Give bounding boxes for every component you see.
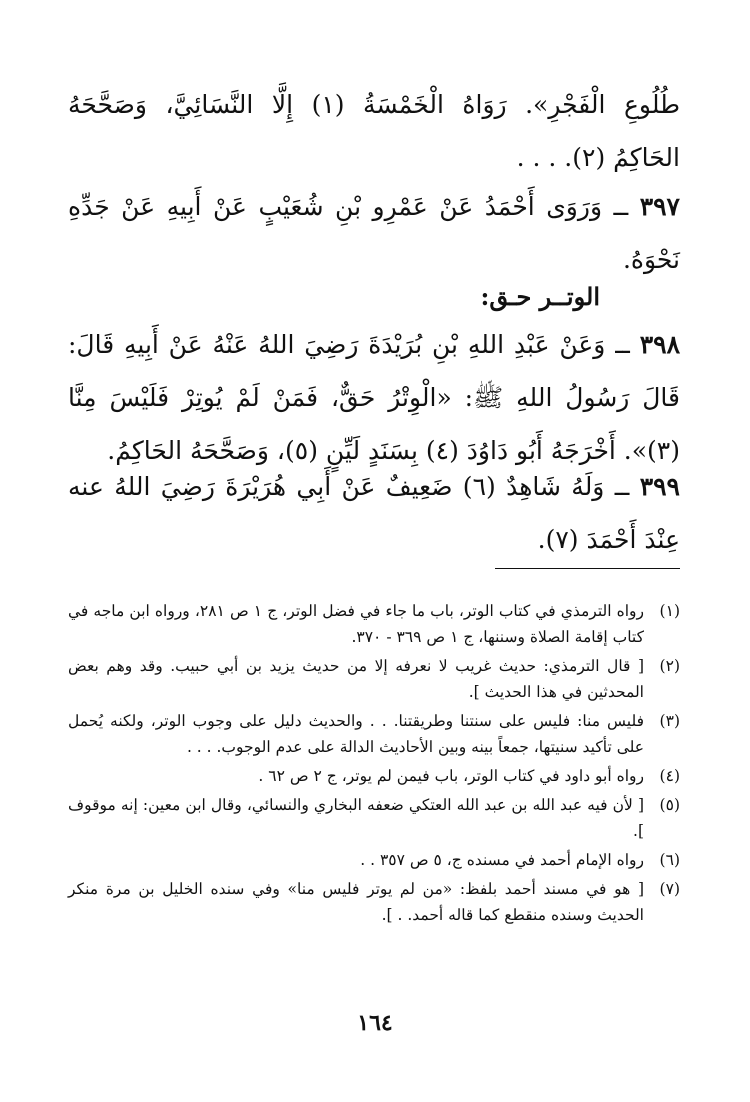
- section-heading: الوتــر حـق:: [480, 282, 600, 311]
- footnote-number: (٢): [659, 657, 680, 675]
- hadith-number: ٣٩٩: [639, 472, 680, 501]
- footnote-number: (١): [659, 602, 680, 620]
- hadith-text: وَلَهُ شَاهِدٌ (٦) ضَعِيفٌ عَنْ أَبِي هُرَيْرَةَ رَضِيَ اللهُ عنه عِنْدَ أَحْمَدَ (٧).: [68, 472, 680, 554]
- footnote: [68, 876, 680, 928]
- footnote-text: فليس منا: فليس على سنتنا وطريقتنا. . . والحديث دليل على وجوب الوتر، ولكنه يُحمل على تأكيد سنيتها، جمعاً بينه وبين الأحاديث الدالة على عدم الوجوب. . . .: [68, 712, 644, 756]
- footnote-text: رواه الإمام أحمد في مسنده ج، ٥ ص ٣٥٧ . .: [360, 851, 644, 869]
- paragraph-continuation: طُلُوعِ الْفَجْرِ». رَوَاهُ الْخَمْسَةُ (١) إِلَّا النَّسَائِيَّ، وَصَحَّحَهُ الحَاكِمُ (٢). . . .: [68, 90, 680, 172]
- footnote: [68, 792, 680, 844]
- hadith-text: وَعَنْ عَبْدِ اللهِ بْنِ بُرَيْدَةَ رَضِيَ اللهُ عَنْهُ عَنْ أَبِيهِ قَالَ: قَالَ رَسُولُ اللهِ ﷺ: «الْوِتْرُ حَقٌّ، فَمَنْ لَمْ يُوتِرْ فَلَيْسَ مِنَّا (٣)». أَخْرَجَهُ أَبُو دَاوُدَ (٤) بِسَنَدٍ لَيِّنٍ (٥)، وَصَحَّحَهُ الحَاكِمُ.: [68, 330, 680, 465]
- hadith-text: وَرَوَى أَحْمَدُ عَنْ عَمْرِو بْنِ شُعَيْبٍ عَنْ أَبِيهِ عَنْ جَدِّهِ نَحْوَهُ.: [68, 192, 680, 274]
- footnote-text: [ هو في مسند أحمد بلفظ: «من لم يوتر فليس منا» وفي سنده الخليل بن مرة منكر الحديث وسنده منقطع كما قاله أحمد. . ].: [68, 880, 644, 924]
- page-number: ١٦٤: [357, 1010, 393, 1036]
- footnote: [68, 598, 680, 650]
- footnote-number: (٤): [659, 767, 680, 785]
- footnote-number: (٣): [659, 712, 680, 730]
- footnote-number: (٦): [659, 851, 680, 869]
- footnote-number: (٥): [659, 796, 680, 814]
- footnote: [68, 847, 680, 873]
- footnote: [68, 653, 680, 705]
- footnotes: [68, 598, 680, 931]
- hadith-number: ٣٩٧: [639, 192, 680, 221]
- footnote-text: رواه الترمذي في كتاب الوتر، باب ما جاء في فضل الوتر، ج ١ ص ٢٨١، ورواه ابن ماجه في كتاب إقامة الصلاة وسننها، ج ١ ص ٣٦٩ - ٣٧٠.: [68, 602, 645, 646]
- footnote-text: [ لأن فيه عبد الله بن عبد الله العتكي ضعفه البخاري والنسائي، وقال ابن معين: إنه موقوف ].: [68, 796, 644, 840]
- footnote-number: (٧): [659, 880, 680, 898]
- footnote-text: رواه أبو داود في كتاب الوتر، باب فيمن لم يوتر، ج ٢ ص ٦٢ .: [258, 767, 644, 785]
- hadith-399: ٣٩٩ ــ وَلَهُ شَاهِدٌ (٦) ضَعِيفٌ عَنْ أَبِي هُرَيْرَةَ رَضِيَ اللهُ عنه عِنْدَ أَحْمَدَ (٧).: [68, 472, 680, 554]
- footnote-divider: [495, 568, 680, 569]
- hadith-number: ٣٩٨: [639, 330, 681, 359]
- footnote: [68, 763, 680, 789]
- hadith-397: ٣٩٧ ــ وَرَوَى أَحْمَدُ عَنْ عَمْرِو بْنِ شُعَيْبٍ عَنْ أَبِيهِ عَنْ جَدِّهِ نَحْوَهُ.: [68, 192, 680, 274]
- hadith-398: ٣٩٨ ــ وَعَنْ عَبْدِ اللهِ بْنِ بُرَيْدَةَ رَضِيَ اللهُ عَنْهُ عَنْ أَبِيهِ قَالَ: قَالَ رَسُولُ اللهِ ﷺ: «الْوِتْرُ حَقٌّ، فَمَنْ لَمْ يُوتِرْ فَلَيْسَ مِنَّا (٣)». أَخْرَجَهُ أَبُو دَاوُدَ (٤) بِسَنَدٍ لَيِّنٍ (٥)، وَصَحَّحَهُ الحَاكِمُ.: [68, 330, 681, 465]
- footnote-text: [ قال الترمذي: حديث غريب لا نعرفه إلا من حديث يزيد بن أبي حبيب. وقد وهم بعض المحدثين في هذا الحديث ].: [68, 657, 644, 701]
- footnote: [68, 708, 680, 760]
